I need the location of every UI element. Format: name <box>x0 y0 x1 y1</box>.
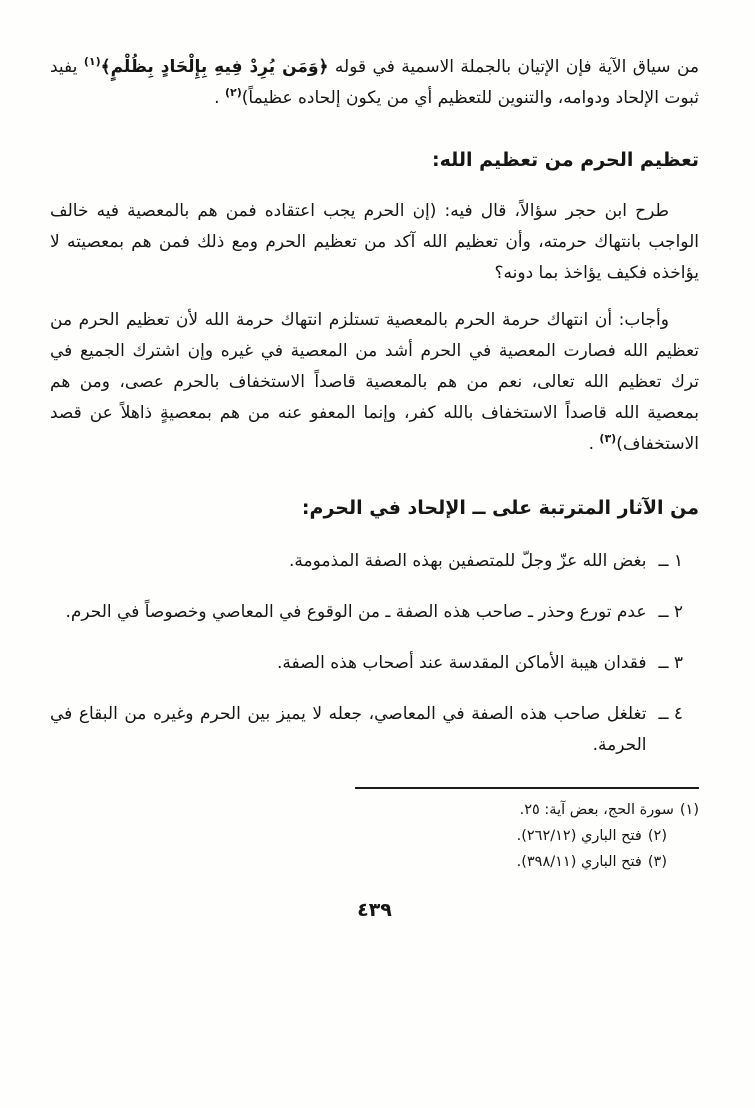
list-item-4-text: تغلغل صاحب هذه الصفة في المعاصي، جعله لا يميز بين الحرم وغيره من البقاع في الحرمة. <box>50 704 647 755</box>
footnote-3-marker: (٣) <box>647 854 667 870</box>
list-item-3 <box>50 648 699 679</box>
footnote-3 <box>50 849 699 875</box>
list-item-4-number: ٤ ــ <box>658 704 683 724</box>
footnote-2-text: فتح الباري (٢٦٢/١٢). <box>516 828 642 844</box>
page-number: ٤٣٩ <box>357 899 392 921</box>
footnote-1-marker: (١) <box>679 802 699 818</box>
intro-text-after-quote: يفيد ثبوت الإلحاد ودوامه، والتنوين للتعظيم أي من يكون إلحاده عظيماً) <box>50 57 699 108</box>
list-item-3-number: ٣ ــ <box>658 653 683 673</box>
answer-closing-period: . <box>588 434 600 454</box>
list-item-2 <box>50 597 699 628</box>
effects-list <box>50 546 699 761</box>
list-item-2-number: ٢ ــ <box>658 602 683 622</box>
footnote-2-marker: (٢) <box>647 828 667 844</box>
footnote-ref-1: (١) <box>83 55 101 68</box>
footnote-2 <box>50 823 699 849</box>
paragraph-ibn-hajar-question: طرح ابن حجر سؤالاً، قال فيه: (إن الحرم يجب اعتقاده فمن هم بالمعصية فيه خالف الواجب بانتهاك حرمته، وأن تعظيم الله آكد من تعظيم الحرم ومع ذلك فمن هم بمعصيته لا يؤاخذه فكيف يؤاخذ بما دونه؟ <box>50 201 699 283</box>
intro-closing-period: . <box>214 88 225 108</box>
footnote-separator-rule <box>355 787 699 789</box>
list-item-4 <box>50 699 699 761</box>
section-heading-tazim-alharam: تعظيم الحرم من تعظيم الله: <box>432 149 699 171</box>
footnote-ref-3: (٣) <box>599 432 617 445</box>
quran-quote: ﴿وَمَن يُرِدْ فِيهِ بِإِلْحَادٍ بِظُلْمٍ﴾ <box>100 57 329 77</box>
footnote-ref-2: (٢) <box>224 86 242 99</box>
answer-text: وأجاب: أن انتهاك حرمة الحرم بالمعصية تستلزم انتهاك حرمة الله لأن تعظيم الحرم من تعظيم الله فصارت المعصية في الحرم أشد من المعصية في غيره وإن اشترك الجميع في ترك تعظيم الله تعالى، نعم من هم بالمعصية قاصداً الاستخفاف بالحرم عصى، ومن هم بمعصية الله قاصداً الاستخفاف بالله كفر، وإنما المعفو عنه من هم بمعصيةٍ ذاهلاً عن قصد الاستخفاف) <box>50 310 699 454</box>
paragraph-ibn-hajar-answer <box>50 305 699 460</box>
list-item-1 <box>50 546 699 577</box>
footnotes-section <box>50 787 699 875</box>
footnote-1-text: سورة الحج، بعض آية: ٢٥. <box>519 802 674 818</box>
list-item-2-text: عدم تورع وحذر ـ صاحب هذه الصفة ـ من الوقوع في المعاصي وخصوصاً في الحرم. <box>65 602 647 622</box>
intro-text-before-quote: من سياق الآية فإن الإتيان بالجملة الاسمية في قوله <box>328 57 699 77</box>
intro-paragraph <box>50 52 699 114</box>
list-item-1-number: ١ ــ <box>658 551 683 571</box>
list-item-1-text: بغض الله عزّ وجلّ للمتصفين بهذه الصفة المذمومة. <box>289 551 647 571</box>
footnote-3-text: فتح الباري (٣٩٨/١١). <box>516 854 642 870</box>
footnote-1 <box>50 797 699 823</box>
list-item-3-text: فقدان هيبة الأماكن المقدسة عند أصحاب هذه الصفة. <box>277 653 647 673</box>
section-heading-athar-ilhad: من الآثار المترتبة على ــ الإلحاد في الحرم: <box>301 497 699 519</box>
